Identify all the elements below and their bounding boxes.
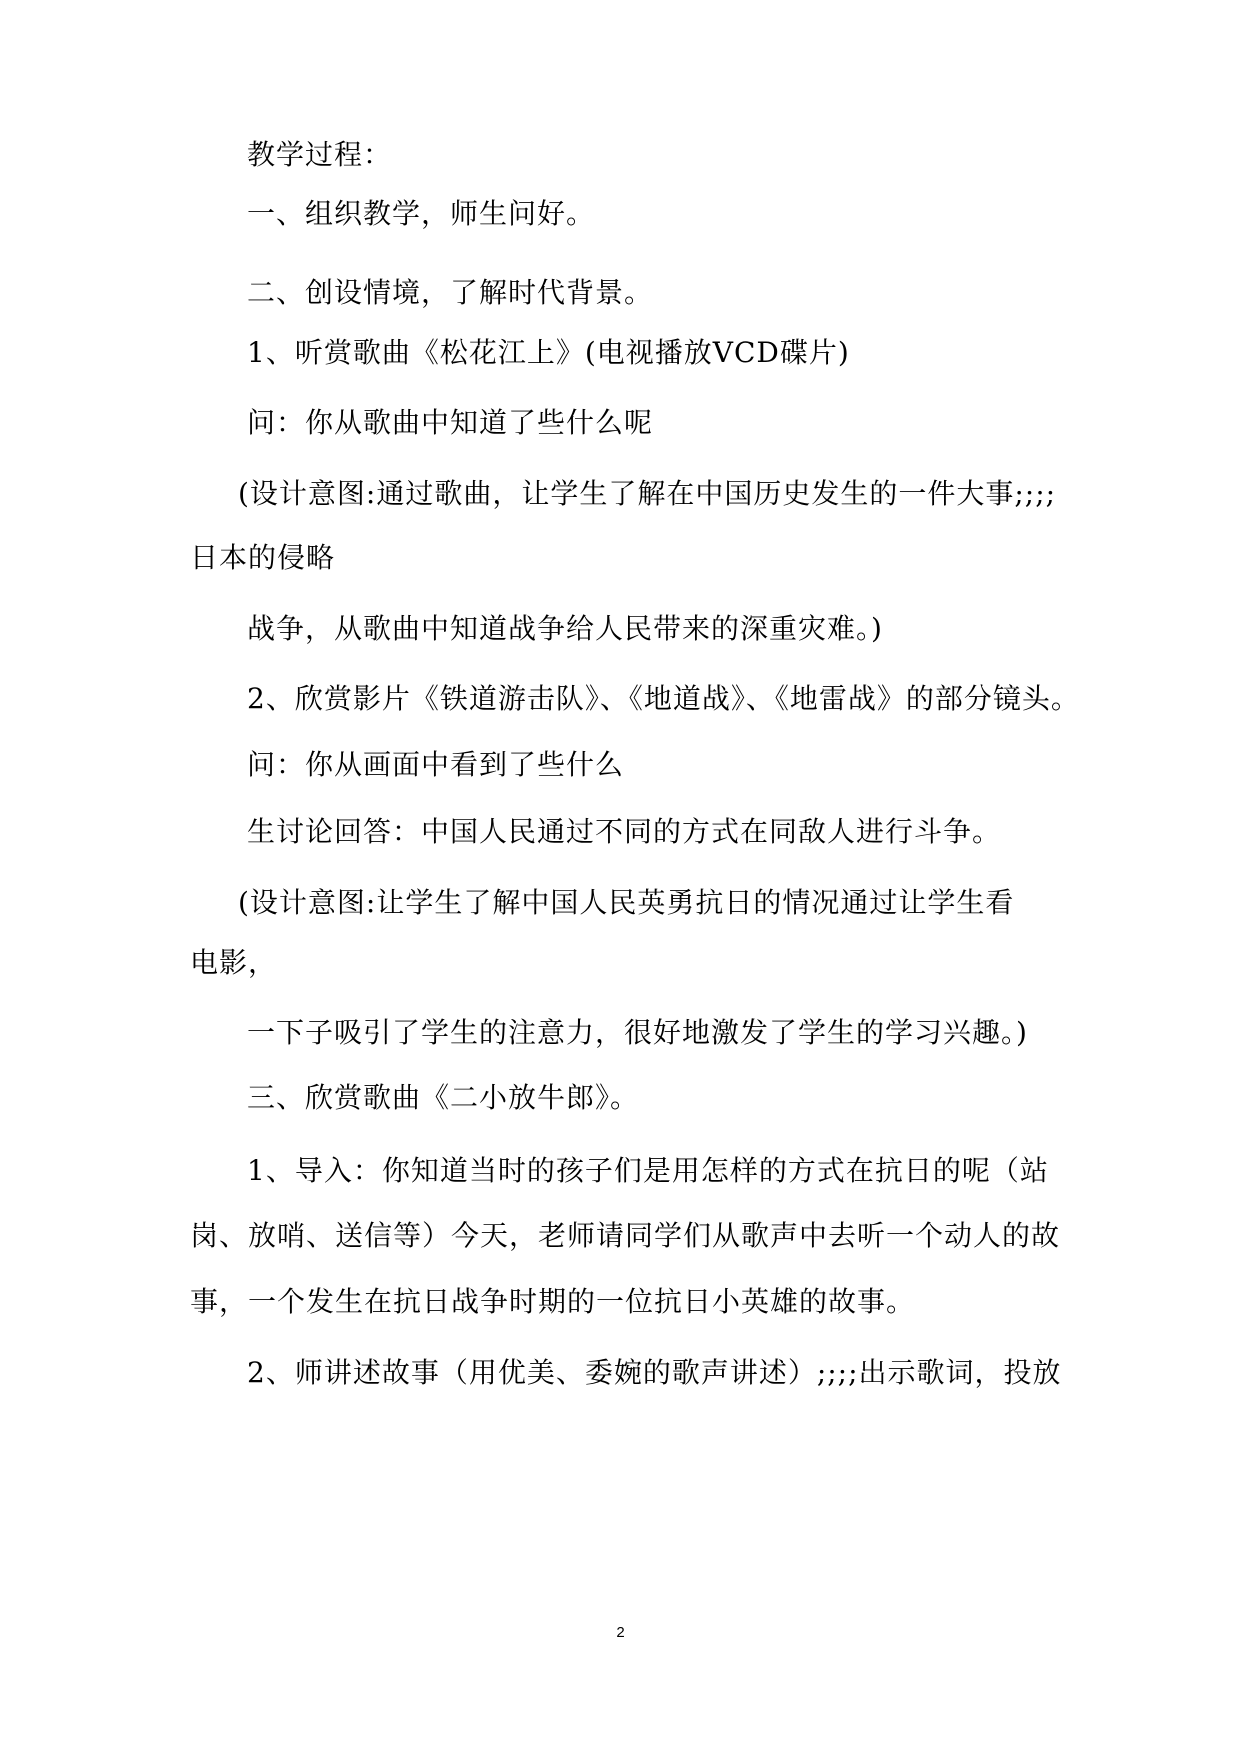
paragraph-line: 生讨论回答：中国人民通过不同的方式在同敌人进行斗争。 [247, 815, 1002, 848]
paragraph-line: (设计意图:通过歌曲，让学生了解在中国历史发生的一件大事;;;; [238, 477, 1057, 510]
paragraph-line: 一下子吸引了学生的注意力，很好地激发了学生的学习兴趣。) [247, 1016, 1028, 1049]
paragraph-line: 2、师讲述故事（用优美、委婉的歌声讲述）;;;;出示歌词，投放 [247, 1356, 1062, 1389]
paragraph-line: (设计意图:让学生了解中国人民英勇抗日的情况通过让学生看 [238, 886, 1015, 919]
paragraph-line: 二、创设情境，了解时代背景。 [247, 276, 654, 309]
paragraph-line: 问：你从画面中看到了些什么 [247, 748, 625, 781]
paragraph-line: 三、欣赏歌曲《二小放牛郎》。 [247, 1081, 640, 1114]
section-heading: 教学过程： [247, 138, 393, 171]
paragraph-line: 岗、放哨、送信等）今天，老师请同学们从歌声中去听一个动人的故 [190, 1219, 1061, 1252]
paragraph-line: 问：你从歌曲中知道了些什么呢 [247, 406, 654, 439]
paragraph-line: 电影， [190, 946, 278, 979]
paragraph-line: 事，一个发生在抗日战争时期的一位抗日小英雄的故事。 [190, 1285, 916, 1318]
paragraph-line: 1、导入：你知道当时的孩子们是用怎样的方式在抗日的呢（站 [247, 1154, 1049, 1187]
page-number: 2 [616, 1624, 625, 1641]
paragraph-line: 战争，从歌曲中知道战争给人民带来的深重灾难。) [247, 612, 883, 645]
paragraph-line: 2、欣赏影片《铁道游击队》、《地道战》、《地雷战》的部分镜头。 [247, 682, 1080, 715]
paragraph-line: 1、听赏歌曲《松花江上》(电视播放VCD碟片) [247, 336, 850, 369]
paragraph-line: 日本的侵略 [190, 541, 336, 574]
paragraph-line: 一、组织教学，师生问好。 [247, 197, 596, 230]
